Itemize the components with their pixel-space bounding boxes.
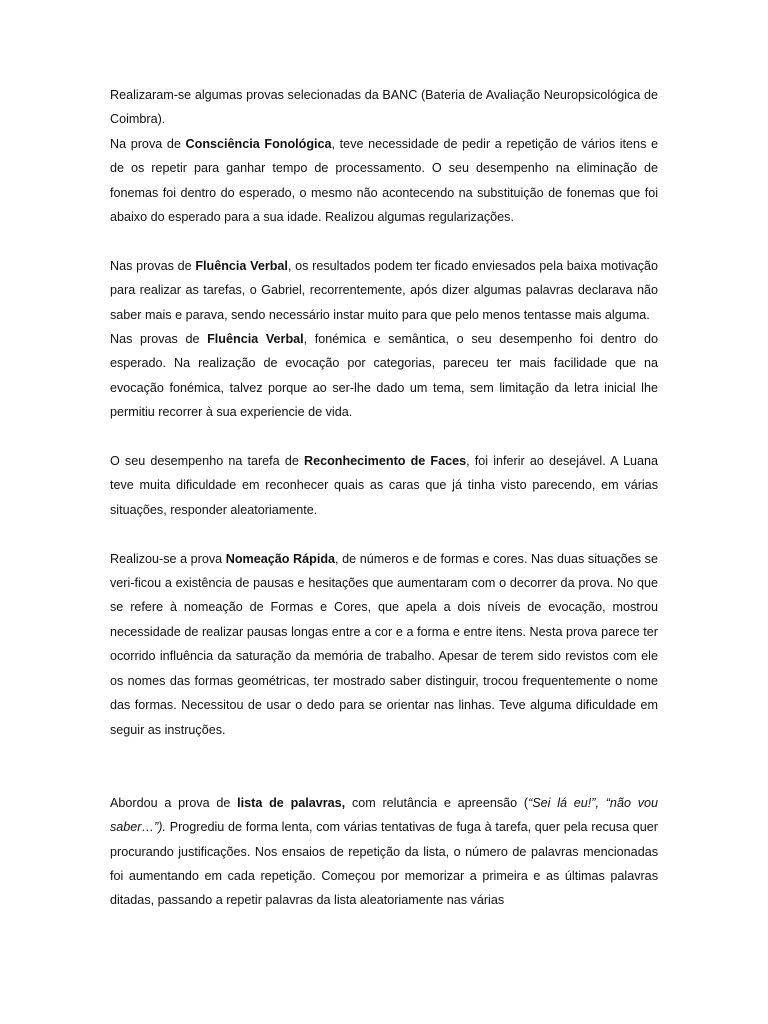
paragraph-consciencia-fonologica [110, 132, 658, 230]
paragraph-text: Nas provas de [110, 258, 196, 273]
paragraph-text: Nas provas de [110, 332, 208, 347]
document-body [110, 83, 658, 913]
paragraph-spacer [110, 425, 658, 449]
bold-term: Nomeação Rápida [225, 551, 336, 566]
paragraph-text: , de números e de formas e cores. Nas duas situações se veri-ficou a existência de pausas e hesitações que aumentaram com o decorrer da prova. No que se refere à nomeação de Formas e Cores, que apela a dois níveis de evocação, mostrou necessidade de realizar pausas longas entre a cor e a forma e entre itens. Nesta prova parece ter ocorrido influência da saturação da memória de trabalho. Apesar de terem sido revistos com ele os nomes das formas geométricas, ter mostrado saber distinguir, trocou frequentemente o nome das formas. Necessitou de usar o dedo para se orientar nas linhas. Teve alguma dificuldade em seguir as instruções. [110, 551, 658, 737]
paragraph-fluencia-verbal-1 [110, 254, 658, 327]
paragraph-spacer [110, 742, 658, 791]
paragraph-text: Realizaram-se algumas provas selecionadas da BANC (Bateria de Avaliação Neuropsicológica de Coimbra). [110, 88, 658, 127]
paragraph-text: com relutância e apreensão ( [345, 795, 529, 810]
paragraph-text: , teve necessidade de pedir a repetição de vários itens e de os repetir para ganhar tempo de processamento. O seu desempenho na eliminação de fonemas foi dentro do esperado, o mesmo não acontecendo na substituição de fonemas que foi abaixo do esperado para a sua idade. Realizou algumas regularizações. [110, 136, 659, 225]
paragraph-text: Progrediu de forma lenta, com várias tentativas de fuga à tarefa, quer pela recusa quer procurando justificações. Nos ensaios de repetição da lista, o número de palavras mencionadas foi aumentando em cada repetição. Começou por memorizar a primeira e as últimas palavras ditadas, passando a repetir palavras da lista aleatoriamente nas várias [110, 820, 658, 908]
italic-quote: “Sei lá eu!”, “não vou saber…”). [110, 795, 659, 835]
bold-term: Fluência Verbal [195, 258, 288, 273]
paragraph-fluencia-verbal-2 [110, 327, 658, 425]
bold-term: Reconhecimento de Faces [303, 454, 467, 469]
paragraph-text: , os resultados podem ter ficado enviesados pela baixa motivação para realizar as tarefas, o Gabriel, recorrentemente, após dizer algumas palavras declarava não saber mais e parava, sendo necessário instar muito para que pelo menos tentasse mais alguma. [110, 258, 659, 322]
paragraph-spacer [110, 522, 658, 546]
paragraph-banc-intro [110, 83, 658, 132]
bold-term: lista de palavras, [237, 795, 346, 810]
bold-term: Fluência Verbal [207, 332, 304, 347]
paragraph-reconhecimento-faces [110, 449, 658, 522]
paragraph-text: Na prova de [110, 136, 186, 151]
paragraph-nomeacao-rapida [110, 547, 658, 742]
paragraph-text: , fonémica e semântica, o seu desempenho foi dentro do esperado. Na realização de evocação por categorias, pareceu ter mais facilidade que na evocação fonémica, talvez porque ao ser-lhe dado um tema, sem limitação da letra inicial lhe permitiu recorrer à sua experiencie de vida. [110, 332, 658, 420]
paragraph-text: , foi inferir ao desejável. A Luana teve muita dificuldade em reconhecer quais as caras que já tinha visto parecendo, em várias situações, responder aleatoriamente. [110, 454, 659, 517]
paragraph-lista-palavras [110, 791, 658, 913]
paragraph-text: Realizou-se a prova [110, 551, 226, 566]
paragraph-text: O seu desempenho na tarefa de [110, 454, 304, 469]
paragraph-spacer [110, 229, 658, 253]
paragraph-text: Abordou a prova de [110, 795, 238, 810]
bold-term: Consciência Fonológica [185, 136, 332, 151]
